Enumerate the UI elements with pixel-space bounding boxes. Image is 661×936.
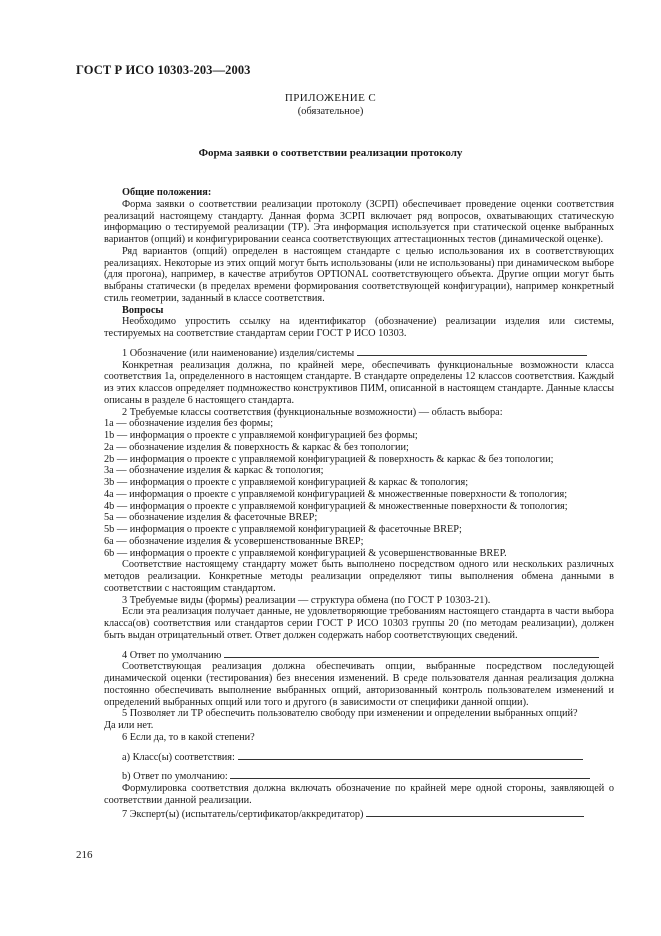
question-2: 2 Требуемые классы соответствия (функциональные возможности) — область выбора: (122, 406, 503, 418)
question-4-text: Соответствующая реализация должна обеспечивать опции, выбранные посредством последующей динамической оценки (тестирования) без внесения изменений. В среде пользователя данная реализация должна постоянно обеспечивать выполнение выбранных опций, авторизованный контроль пользователем изменений и определений выбранных опций или того и другого (в зависимости от специфики данной опции). (104, 661, 614, 708)
annex-status: (обязательное) (297, 106, 364, 117)
list-item: 3b — информация о проекте с управляемой конфигурацией & каркас & топология; (104, 477, 469, 488)
question-6-text: Формулировка соответствия должна включать обозначение по крайней мере одной стороны, заявляющей о соответствии данной реализации. (104, 783, 614, 806)
question-7-answer-line[interactable] (366, 807, 584, 817)
list-item: 4a — информация о проекте с управляемой конфигурацией & множественные поверхности & топология; (104, 488, 568, 500)
general-heading: Общие положения: (122, 187, 212, 198)
form-title: Форма заявки о соответствии реализации протоколу (198, 147, 463, 159)
list-item: 1b — информация о проекте с управляемой конфигурацией без формы; (104, 430, 418, 441)
question-1 (104, 346, 614, 360)
question-1-text: Конкретная реализация должна, по крайней мере, обеспечивать функциональные возможности класса соответствия 1a, определенного в настоящем стандарте. В стандарте определены 12 классов соответствия. Каждый из этих классов определяет подмножество конструктивов ПИМ, описанной в настоящем стандарте. Данные классы описаны в разделе 6 настоящего стандарта. (104, 359, 614, 406)
question-6: 6 Если да, то в какой степени? (122, 731, 255, 743)
list-item: 6a — обозначение изделия & усовершенствованные BREP; (104, 535, 364, 547)
general-paragraph-2: Ряд вариантов (опций) определен в настоящем стандарте с целью использования их в соответствующих реализациях. Некоторые из этих опций могут быть использованы (или не использованы) при динамическом выборе (для прогона), например, в качестве атрибутов OPTIONAL соответствующего объекта. Другие опции могут быть выбраны статически (в пределах времени формирования соответствующей конфигурации), например конкретный стиль геометрии, заданный в классе соответствия. (104, 245, 614, 304)
list-item: 3a — обозначение изделия & каркас & топология; (104, 465, 324, 477)
list-item: 5b — информация о проекте с управляемой конфигурацией & фасеточные BREP; (104, 524, 462, 535)
question-3-text: Если эта реализация получает данные, не удовлетворяющие требованиям настоящего стандарта в части выбора класса(ов) соответствия или стандартов серии ГОСТ Р ИСО 10303 группы 20 (по методам реализации), должен быть выдан отрицательный ответ. Ответ должен содержать набор соответствующих сведений. (104, 606, 614, 641)
list-item: 1a — обозначение изделия без формы; (104, 418, 274, 430)
question-6a (104, 750, 614, 764)
list-item: 6b — информация о проекте с управляемой конфигурацией & усовершенствованные BREP. (104, 547, 507, 559)
question-6b-answer-line[interactable] (230, 769, 590, 779)
question-7-label: 7 Эксперт(ы) (испытатель/сертификатор/аккредитатор) (122, 808, 364, 820)
list-item: 2b — информация о проекте с управляемой конфигурацией & поверхность & каркас & без топологии; (104, 453, 554, 465)
questions-heading: Вопросы (122, 304, 164, 316)
questions-intro: Необходимо упростить ссылку на идентификатор (обозначение) реализации изделия или системы, тестируемых на соответствие стандартам серии ГОСТ Р ИСО 10303. (104, 316, 614, 339)
question-6b (104, 769, 614, 783)
page-number: 216 (76, 849, 93, 861)
question-1-answer-line[interactable] (357, 346, 587, 356)
question-4-answer-line[interactable] (224, 648, 599, 658)
question-2-text: Соответствие настоящему стандарту может быть выполнено посредством одного или нескольких различных методов реализации. Конкретные методы реализации определяют типы выполнения обмена данными в соответствии с настоящим стандартом. (104, 559, 614, 594)
standard-header: ГОСТ Р ИСО 10303-203—2003 (76, 63, 251, 77)
document-body (104, 187, 614, 820)
question-1-label: 1 Обозначение (или наименование) изделия/системы (122, 347, 355, 359)
list-item: 2a — обозначение изделия & поверхность & каркас & без топологии; (104, 441, 409, 453)
conformance-class-list (104, 418, 614, 559)
question-3: 3 Требуемые виды (формы) реализации — структура обмена (по ГОСТ Р 10303-21). (122, 594, 491, 606)
question-5-answer: Да или нет. (104, 720, 154, 731)
question-6a-answer-line[interactable] (238, 750, 583, 760)
question-7 (104, 807, 614, 821)
question-6a-label: а) Класс(ы) соответствия: (122, 751, 235, 763)
list-item: 4b — информация о проекте с управляемой конфигурацией & множественные поверхности & топология; (104, 500, 568, 512)
question-6b-label: b) Ответ по умолчанию: (122, 771, 228, 783)
question-5: 5 Позволяет ли ТР обеспечить пользователю свободу при изменении и определении выбранных опций? (122, 708, 578, 720)
question-4 (104, 648, 614, 662)
annex-title: ПРИЛОЖЕНИЕ С (284, 92, 377, 104)
question-4-label: 4 Ответ по умолчанию (122, 649, 222, 661)
list-item: 5a — обозначение изделия & фасеточные BREP; (104, 512, 318, 524)
general-paragraph-1: Форма заявки о соответствии реализации протоколу (ЗСРП) обеспечивает проведение оценки соответствия реализаций настоящему стандарту. Данная форма ЗСРП включает ряд вопросов, охватывающих статическую информацию о тестируемой реализации (ТР). Эта информация используется при статической оценке выбранных вариантов (опций) и конфигурировании сеанса соответствующих аттестационных тестов (динамической оценке). (104, 198, 614, 245)
